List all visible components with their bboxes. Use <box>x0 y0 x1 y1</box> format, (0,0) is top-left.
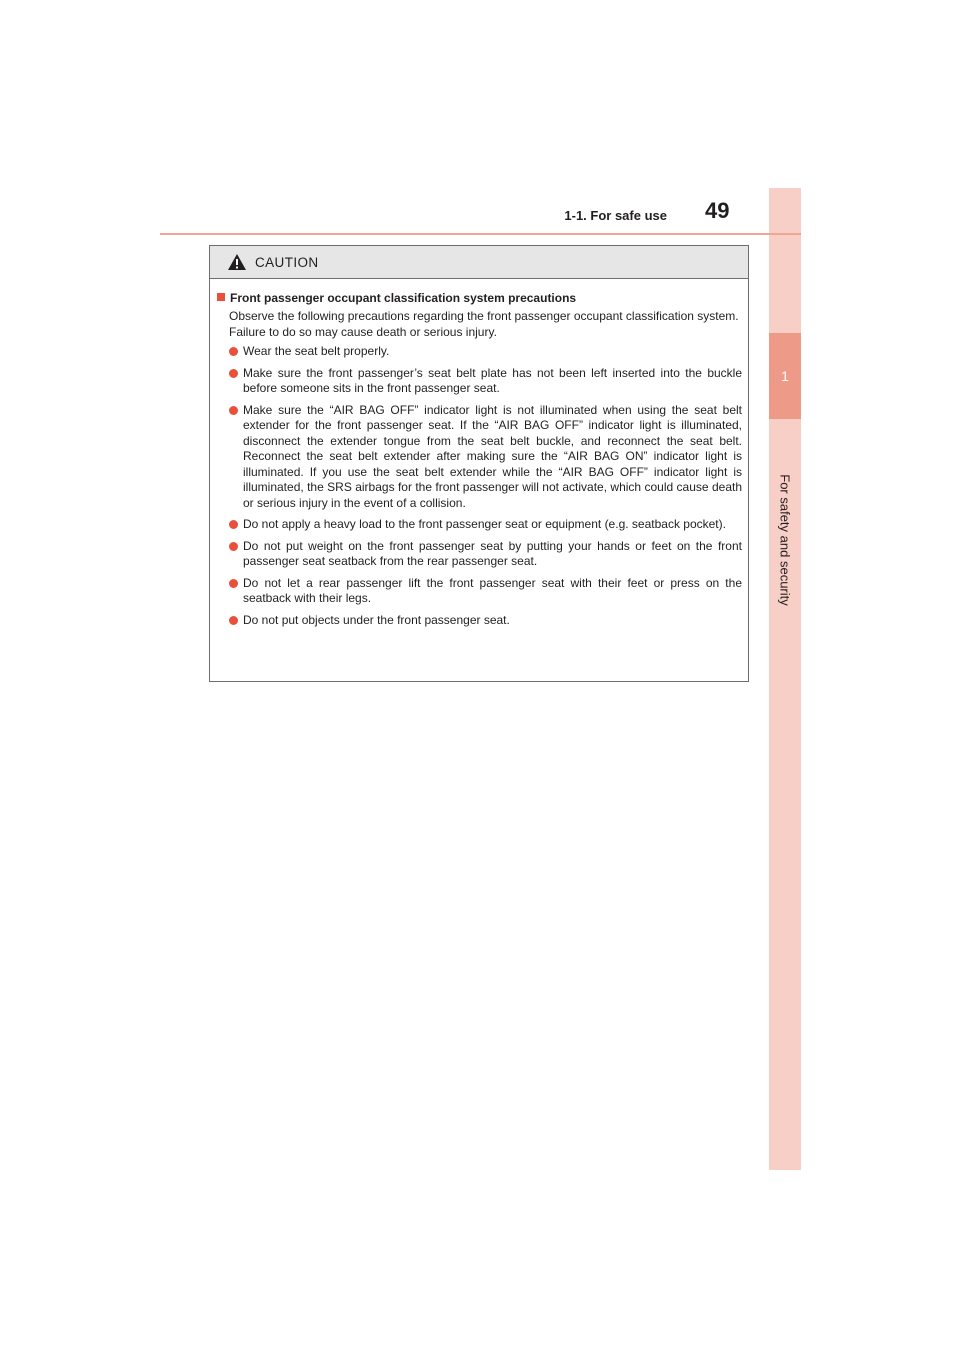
list-item-text: Do not put weight on the front passenger seat by putting your hands or feet on the front passenger seat seatback from the rear passenger seat. <box>243 538 742 568</box>
list-item <box>217 613 742 629</box>
list-item-text: Do not let a rear passenger lift the front passenger seat with their feet or press on the seatback with their legs. <box>243 575 742 605</box>
caution-header <box>210 246 748 279</box>
list-item <box>217 517 742 533</box>
bullet-dot-icon <box>229 579 238 588</box>
bullet-dot-icon <box>229 616 238 625</box>
chapter-number: 1 <box>781 368 789 384</box>
bullet-dot-icon <box>229 347 238 356</box>
list-item-text: Do not apply a heavy load to the front passenger seat or equipment (e.g. seatback pocket). <box>243 517 726 531</box>
section-title: 1-1. For safe use <box>564 208 667 223</box>
list-item-text: Make sure the front passenger’s seat belt plate has not been left inserted into the buckle before someone sits in the front passenger seat. <box>243 365 742 395</box>
bullet-dot-icon <box>229 369 238 378</box>
list-item-text: Make sure the “AIR BAG OFF” indicator light is not illuminated when using the seat belt extender for the front passenger seat. If the “AIR BAG OFF” indicator light is illuminated, disconnect the extender tongue from the seat belt buckle, and reconnect the seat belt. Reconnect the seat belt extender after making sure the “AIR BAG ON” indicator light is illuminated. If you use the seat belt extender while the “AIR BAG OFF” indicator light is illuminated, the SRS airbags for the front passenger will not activate, which could cause death or serious injury in the event of a collision. <box>243 402 742 510</box>
list-item <box>217 403 742 512</box>
bullet-dot-icon <box>229 542 238 551</box>
caution-heading <box>217 291 742 305</box>
caution-box <box>209 245 749 682</box>
list-item-text: Do not put objects under the front passenger seat. <box>243 612 510 627</box>
caution-intro <box>229 309 742 340</box>
list-item <box>217 576 742 607</box>
square-bullet-icon <box>217 293 225 301</box>
header-divider <box>160 233 801 235</box>
bullet-dot-icon <box>229 520 238 529</box>
chapter-title: For safety and security <box>777 474 793 606</box>
list-item <box>217 344 742 360</box>
intro-line: Failure to do so may cause death or serious injury. <box>229 324 497 339</box>
bullet-dot-icon <box>229 406 238 415</box>
list-item-text: Wear the seat belt properly. <box>243 344 390 358</box>
caution-label: CAUTION <box>255 254 319 270</box>
chapter-number-tab[interactable] <box>769 333 801 419</box>
list-item <box>217 539 742 570</box>
warning-triangle-icon <box>227 253 247 271</box>
caution-heading-text: Front passenger occupant classification system precautions <box>230 291 577 305</box>
caution-body <box>210 279 748 628</box>
list-item <box>217 366 742 397</box>
intro-line: Observe the following precautions regarding the front passenger occupant classification system. <box>229 309 739 323</box>
precaution-list <box>217 344 742 628</box>
page-number: 49 <box>705 198 730 223</box>
